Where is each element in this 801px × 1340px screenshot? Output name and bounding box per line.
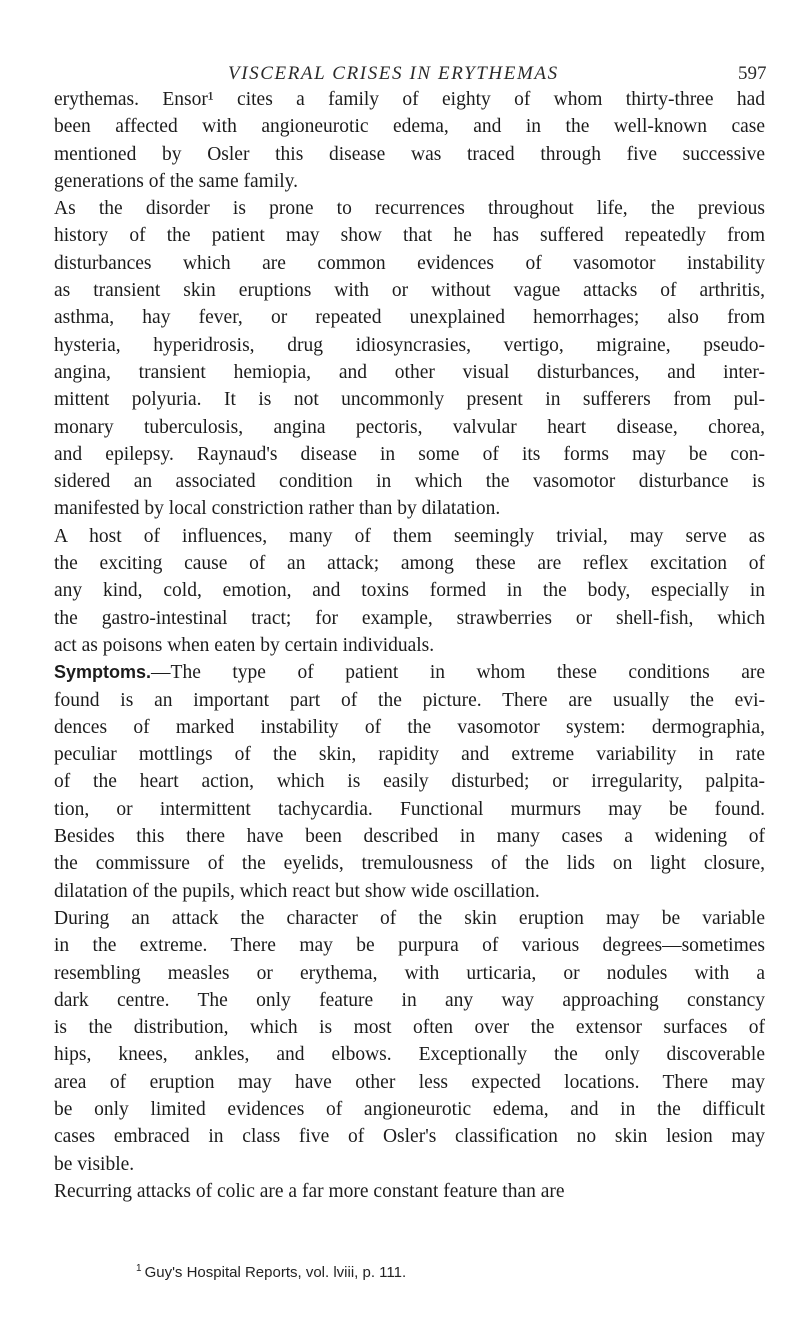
text-line: found is an important part of the picture. There are usually the evi- <box>54 689 765 711</box>
text-line: cases embraced in class five of Osler's classification no skin lesion may <box>54 1126 765 1148</box>
text-line: manifested by local constriction rather than by dilatation. <box>54 498 501 520</box>
text-line: hysteria, hyperidrosis, drug idiosyncrasies, vertigo, migraine, pseudo- <box>54 334 765 356</box>
text-line: be only limited evidences of angioneurotic edema, and in the difficult <box>54 1098 765 1120</box>
body-text <box>54 86 765 1205</box>
footnote-marker: 1 <box>136 1263 142 1274</box>
text-line: been affected with angioneurotic edema, and in the well-known case <box>54 116 765 138</box>
text-line: mentioned by Osler this disease was traced through five successive <box>54 143 765 165</box>
text-line: Besides this there have been described in many cases a widening of <box>54 826 765 848</box>
text-line: disturbances which are common evidences of vasomotor instability <box>54 252 765 274</box>
text-line: Symptoms.—The type of patient in whom these conditions are <box>54 662 765 684</box>
text-line: dences of marked instability of the vasomotor system: dermographia, <box>54 716 765 738</box>
text-line: During an attack the character of the skin eruption may be variable <box>54 907 765 929</box>
running-head <box>0 63 801 87</box>
text-line: mittent polyuria. It is not uncommonly present in sufferers from pul- <box>54 389 765 411</box>
text-line: the gastro-intestinal tract; for example, strawberries or shell-fish, which <box>54 607 765 629</box>
text-line: resembling measles or erythema, with urticaria, or nodules with a <box>54 962 765 984</box>
section-heading-symptoms: Symptoms. <box>54 662 152 683</box>
text-line: asthma, hay fever, or repeated unexplained hemorrhages; also from <box>54 307 765 329</box>
page-number: 597 <box>738 63 767 84</box>
text-line: generations of the same family. <box>54 170 299 192</box>
text-line: hips, knees, ankles, and elbows. Exceptionally the only discoverable <box>54 1044 765 1066</box>
footnote <box>136 1263 736 1281</box>
text-line: angina, transient hemiopia, and other visual disturbances, and inter- <box>54 361 765 383</box>
text-line: Recurring attacks of colic are a far more constant feature than are <box>54 1180 565 1202</box>
text-line: As the disorder is prone to recurrences throughout life, the previous <box>54 198 765 220</box>
text-line: A host of influences, many of them seemingly trivial, may serve as <box>54 525 765 547</box>
text-line: be visible. <box>54 1153 135 1175</box>
text-line: monary tuberculosis, angina pectoris, valvular heart disease, chorea, <box>54 416 765 438</box>
text-line: and epilepsy. Raynaud's disease in some of its forms may be con- <box>54 443 765 465</box>
footnote-text: Guy's Hospital Reports, vol. lviii, p. 111. <box>144 1264 407 1281</box>
text-line: as transient skin eruptions with or without vague attacks of arthritis, <box>54 280 765 302</box>
text-line: in the extreme. There may be purpura of various degrees—sometimes <box>54 935 765 957</box>
running-title: VISCERAL CRISES IN ERYTHEMAS <box>228 63 559 84</box>
text-line: dilatation of the pupils, which react but show wide oscillation. <box>54 880 540 902</box>
text-line: history of the patient may show that he has suffered repeatedly from <box>54 225 765 247</box>
text-line: any kind, cold, emotion, and toxins formed in the body, especially in <box>54 580 765 602</box>
text-line: the exciting cause of an attack; among these are reflex excitation of <box>54 553 765 575</box>
text-line: tion, or intermittent tachycardia. Functional murmurs may be found. <box>54 798 765 820</box>
text-line: act as poisons when eaten by certain individuals. <box>54 634 435 656</box>
text-line: of the heart action, which is easily disturbed; or irregularity, palpita- <box>54 771 765 793</box>
text-line: erythemas. Ensor¹ cites a family of eighty of whom thirty-three had <box>54 89 765 110</box>
text-line: is the distribution, which is most often over the extensor surfaces of <box>54 1017 765 1039</box>
text-line: area of eruption may have other less expected locations. There may <box>54 1071 765 1093</box>
text-line: dark centre. The only feature in any way approaching constancy <box>54 989 765 1011</box>
text-line: the commissure of the eyelids, tremulousness of the lids on light closure, <box>54 853 765 875</box>
text-line: peculiar mottlings of the skin, rapidity and extreme variability in rate <box>54 744 765 766</box>
text-line: sidered an associated condition in which the vasomotor disturbance is <box>54 471 765 493</box>
